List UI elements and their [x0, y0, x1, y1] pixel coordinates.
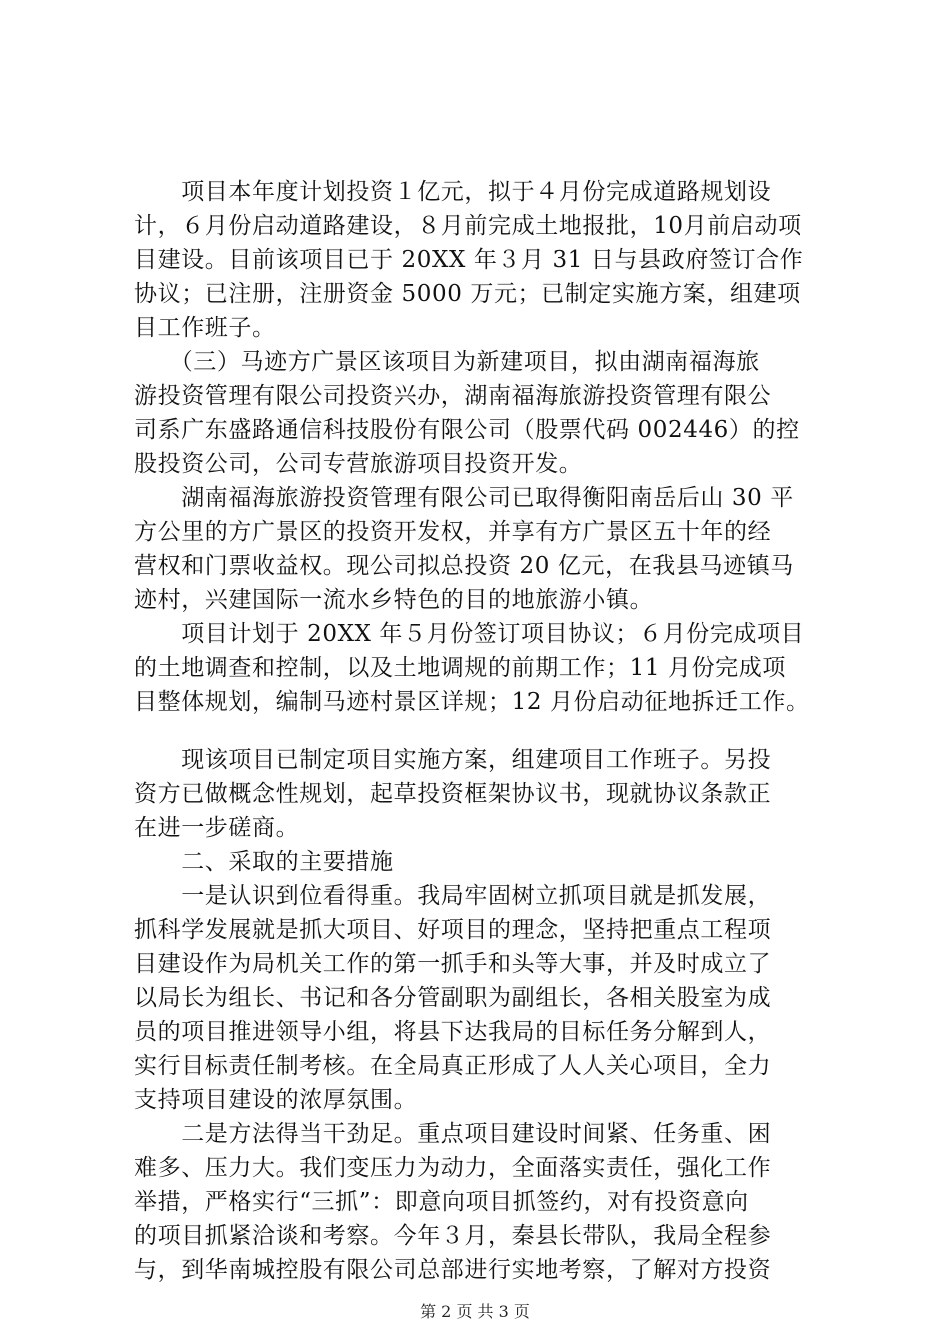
- text-line: 项目计划于 20XX 年５月份签订项目协议；６月份完成项目: [134, 621, 805, 647]
- text-line: 目建设作为局机关工作的第一抓手和头等大事，并及时成立了: [134, 951, 772, 977]
- text-line: 二是方法得当干劲足。重点项目建设时间紧、任务重、困: [134, 1121, 772, 1147]
- text-line: 迹村，兴建国际一流水乡特色的目的地旅游小镇。: [134, 587, 654, 613]
- text-line: 一是认识到位看得重。我局牢固树立抓项目就是抓发展，: [134, 883, 772, 909]
- text-line: 营权和门票收益权。现公司拟总投资 20 亿元，在我县马迹镇马: [134, 553, 794, 579]
- text-line: 项目本年度计划投资１亿元，拟于４月份完成道路规划设: [134, 179, 772, 205]
- text-line: 的土地调查和控制，以及土地调规的前期工作；11 月份完成项: [134, 655, 786, 681]
- text-line: 资方已做概念性规划，起草投资框架协议书，现就协议条款正: [134, 781, 772, 807]
- text-line: 游投资管理有限公司投资兴办，湖南福海旅游投资管理有限公: [134, 383, 772, 409]
- text-line: 与，到华南城控股有限公司总部进行实地考察，了解对方投资: [134, 1257, 772, 1283]
- page-number-footer: 第 2 页 共 3 页: [420, 1302, 530, 1321]
- text-line: 目工作班子。: [134, 315, 276, 341]
- text-line: 现该项目已制定项目实施方案，组建项目工作班子。另投: [134, 747, 772, 773]
- text-line: 抓科学发展就是抓大项目、好项目的理念，坚持把重点工程项: [134, 917, 772, 943]
- text-line: 股投资公司，公司专营旅游项目投资开发。: [134, 451, 583, 477]
- text-line: 的项目抓紧洽谈和考察。今年３月，秦县长带队，我局全程参: [134, 1223, 772, 1249]
- text-line: 目建设。目前该项目已于 20XX 年３月 31 日与县政府签订合作: [134, 247, 804, 273]
- text-line: 实行目标责任制考核。在全局真正形成了人人关心项目，全力: [134, 1053, 772, 1079]
- text-line: 协议；已注册，注册资金 5000 万元；已制定实施方案，组建项: [134, 281, 801, 307]
- text-line: 目整体规划，编制马迹村景区详规；12 月份启动征地拆迁工作。: [134, 689, 810, 715]
- text-line: 举措，严格实行“三抓”：即意向项目抓签约，对有投资意向: [134, 1189, 749, 1215]
- text-line: （三）马迹方广景区该项目为新建项目，拟由湖南福海旅: [134, 349, 760, 375]
- text-line: 难多、压力大。我们变压力为动力，全面落实责任，强化工作: [134, 1155, 772, 1181]
- text-line: 在进一步磋商。: [134, 815, 300, 841]
- section-heading: 二、采取的主要措施: [134, 849, 394, 875]
- text-line: 方公里的方广景区的投资开发权，并享有方广景区五十年的经: [134, 519, 772, 545]
- text-line: 员的项目推进领导小组，将县下达我局的目标任务分解到人，: [134, 1019, 772, 1045]
- text-line: 湖南福海旅游投资管理有限公司已取得衡阳南岳后山 30 平: [134, 485, 794, 511]
- text-line: 支持项目建设的浓厚氛围。: [134, 1087, 418, 1113]
- text-line: 以局长为组长、书记和各分管副职为副组长，各相关股室为成: [134, 985, 772, 1011]
- text-line: 司系广东盛路通信科技股份有限公司（股票代码 002446）的控: [134, 417, 800, 443]
- text-line: 计，６月份启动道路建设，８月前完成土地报批，10月前启动项: [134, 213, 802, 239]
